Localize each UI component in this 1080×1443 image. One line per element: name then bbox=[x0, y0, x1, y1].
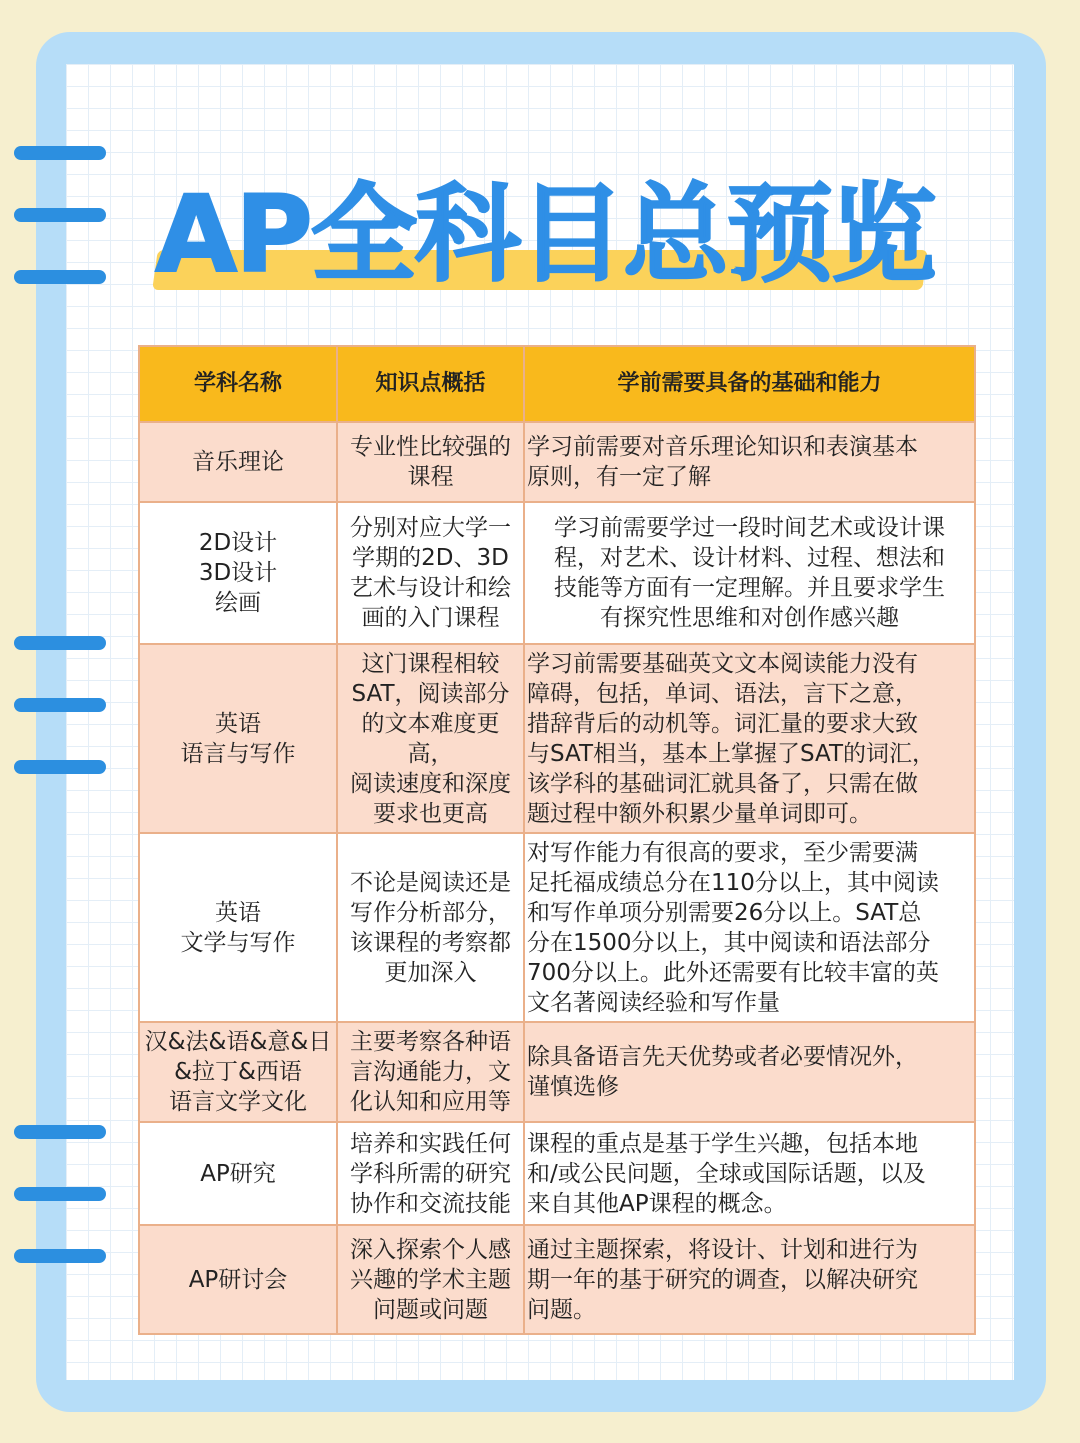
header-requirement: 学前需要具备的基础和能力 bbox=[524, 346, 975, 422]
subject-cell: AP研讨会 bbox=[139, 1225, 337, 1334]
page-title: AP全科目总预览 bbox=[155, 173, 935, 296]
subject-cell: AP研究 bbox=[139, 1122, 337, 1225]
table-row bbox=[139, 1225, 975, 1334]
table-row bbox=[139, 644, 975, 833]
binder-ring-icon bbox=[14, 1249, 106, 1263]
table-row bbox=[139, 1022, 975, 1122]
table-row bbox=[139, 422, 975, 502]
subject-cell: 英语 语言与写作 bbox=[139, 644, 337, 833]
table-row bbox=[139, 1122, 975, 1225]
requirement-cell: 学习前需要基础英文文本阅读能力没有 障碍，包括，单词、语法，言下之意， 措辞背后的动机等。词汇量的要求大致 与SAT相当，基本上掌握了SAT的词汇， 该学科的基础词汇就具备了，只需在做 题过程中额外积累少量单词即可。 bbox=[524, 644, 975, 833]
requirement-cell: 通过主题探索，将设计、计划和进行为 期一年的基于研究的调查，以解决研究 问题。 bbox=[524, 1225, 975, 1334]
binder-ring-icon bbox=[14, 270, 106, 284]
subject-cell: 汉&法&语&意&日 &拉丁&西语 语言文学文化 bbox=[139, 1022, 337, 1122]
table-header-row bbox=[139, 346, 975, 422]
binder-ring-icon bbox=[14, 760, 106, 774]
binder-ring-icon bbox=[14, 636, 106, 650]
binder-ring-icon bbox=[14, 1187, 106, 1201]
header-summary: 知识点概括 bbox=[337, 346, 524, 422]
binder-ring-icon bbox=[14, 208, 106, 222]
header-subject: 学科名称 bbox=[139, 346, 337, 422]
requirement-cell: 课程的重点是基于学生兴趣，包括本地 和/或公民问题，全球或国际话题，以及 来自其他AP课程的概念。 bbox=[524, 1122, 975, 1225]
ap-subjects-table bbox=[138, 345, 976, 1335]
subject-cell: 英语 文学与写作 bbox=[139, 833, 337, 1022]
summary-cell: 分别对应大学一 学期的2D、3D 艺术与设计和绘 画的入门课程 bbox=[337, 502, 524, 644]
binder-ring-icon bbox=[14, 1125, 106, 1139]
summary-cell: 专业性比较强的 课程 bbox=[337, 422, 524, 502]
requirement-cell: 对写作能力有很高的要求，至少需要满 足托福成绩总分在110分以上，其中阅读 和写作单项分别需要26分以上。SAT总 分在1500分以上，其中阅读和语法部分 700分以上。此外还需要有比较丰富的英 文名著阅读经验和写作量 bbox=[524, 833, 975, 1022]
table-row bbox=[139, 833, 975, 1022]
summary-cell: 不论是阅读还是 写作分析部分， 该课程的考察都 更加深入 bbox=[337, 833, 524, 1022]
subject-cell: 2D设计 3D设计 绘画 bbox=[139, 502, 337, 644]
summary-cell: 这门课程相较 SAT，阅读部分 的文本难度更高， 阅读速度和深度 要求也更高 bbox=[337, 644, 524, 833]
table-row bbox=[139, 502, 975, 644]
binder-ring-icon bbox=[14, 146, 106, 160]
summary-cell: 主要考察各种语 言沟通能力，文 化认知和应用等 bbox=[337, 1022, 524, 1122]
title-block bbox=[155, 170, 935, 310]
subject-cell: 音乐理论 bbox=[139, 422, 337, 502]
summary-cell: 培养和实践任何 学科所需的研究 协作和交流技能 bbox=[337, 1122, 524, 1225]
requirement-cell: 除具备语言先天优势或者必要情况外， 谨慎选修 bbox=[524, 1022, 975, 1122]
summary-cell: 深入探索个人感 兴趣的学术主题 问题或问题 bbox=[337, 1225, 524, 1334]
requirement-cell: 学习前需要学过一段时间艺术或设计课 程，对艺术、设计材料、过程、想法和 技能等方面有一定理解。并且要求学生 有探究性思维和对创作感兴趣 bbox=[524, 502, 975, 644]
requirement-cell: 学习前需要对音乐理论知识和表演基本 原则，有一定了解 bbox=[524, 422, 975, 502]
binder-ring-icon bbox=[14, 698, 106, 712]
